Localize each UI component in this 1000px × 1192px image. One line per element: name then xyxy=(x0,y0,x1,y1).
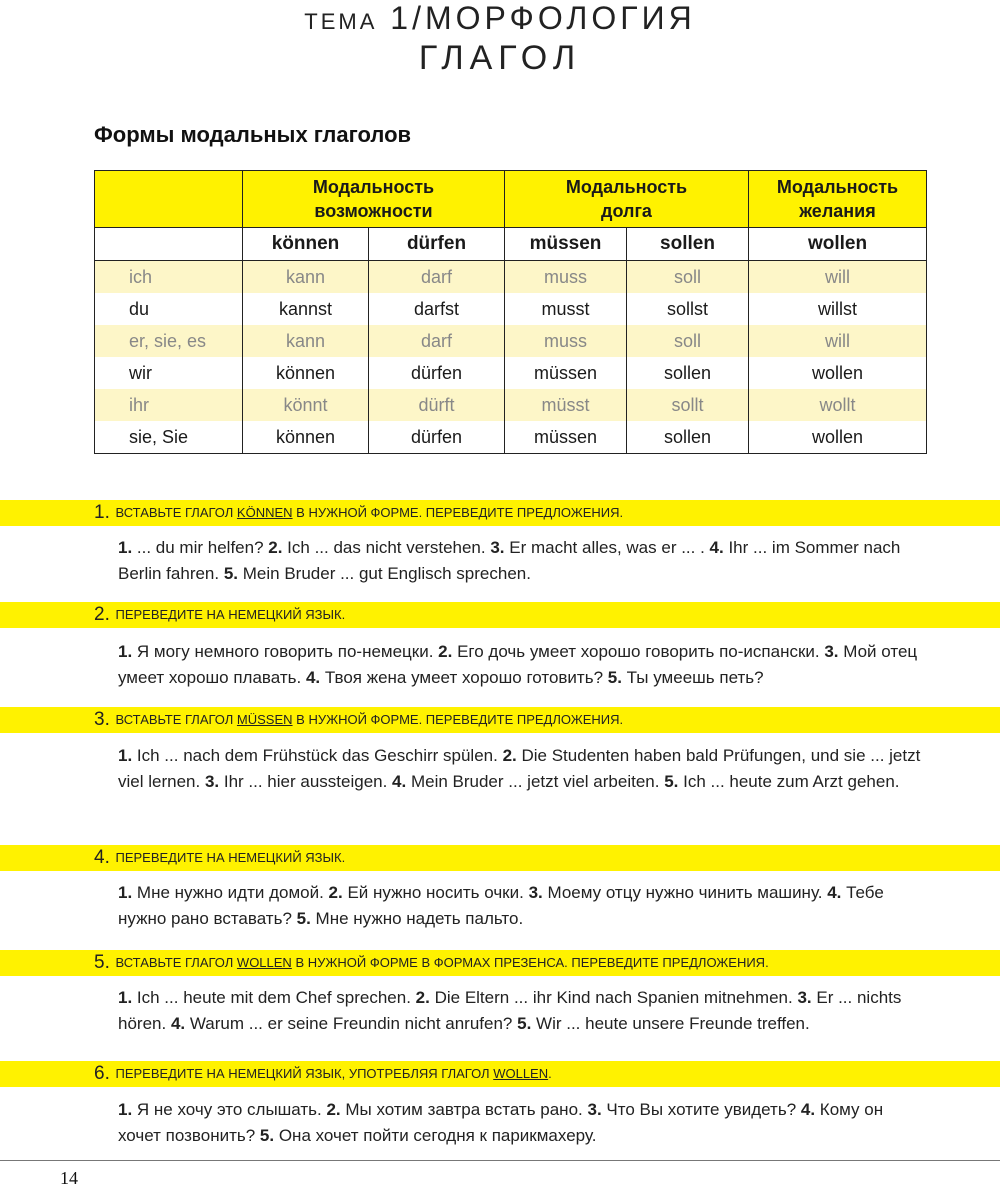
item-text: Die Studenten haben bald Prüfungen, und sie ... jetzt viel lernen. xyxy=(118,746,921,791)
item-number: 2. xyxy=(326,1100,341,1119)
exercise-6-text xyxy=(118,1097,928,1149)
item-number: 5. xyxy=(259,1126,275,1145)
item-number: 2. xyxy=(502,746,517,765)
table-row xyxy=(95,357,927,389)
section-heading: Формы модальных глаголов xyxy=(94,122,412,147)
form-cell: darf xyxy=(369,325,505,357)
item-number: 1. xyxy=(118,642,133,661)
exercise-number: 1. xyxy=(94,502,110,523)
item-text: Ich ... heute mit dem Chef sprechen. xyxy=(132,988,416,1007)
item-text: Ей нужно носить очки. xyxy=(342,883,529,902)
group-header-desire: Модальность желания xyxy=(749,171,927,228)
form-cell: willst xyxy=(749,293,927,325)
instruction-text: ПЕРЕВЕДИТЕ НА НЕМЕЦКИЙ ЯЗЫК. xyxy=(115,607,346,622)
item-number: 2. xyxy=(415,988,430,1007)
item-text: Ihr ... im Sommer nach Berlin fahren. xyxy=(118,538,901,583)
chapter-label: ТЕМА xyxy=(304,9,378,34)
exercise-3-text xyxy=(118,743,928,795)
item-number: 1. xyxy=(118,988,133,1007)
chapter-number-title: 1/МОРФОЛОГИЯ xyxy=(390,0,696,36)
pronoun-cell: er, sie, es xyxy=(95,325,243,357)
exercise-1-text xyxy=(118,535,928,587)
instruction-text: ПЕРЕВЕДИТЕ НА НЕМЕЦКИЙ ЯЗЫК. xyxy=(115,850,346,865)
item-number: 1. xyxy=(118,746,133,765)
instruction-verb: MÜSSEN xyxy=(236,712,293,727)
item-text: Мой отец умеет хорошо плавать. xyxy=(118,642,918,687)
item-text: Я не хочу это слышать. xyxy=(132,1100,327,1119)
form-cell: soll xyxy=(627,325,749,357)
item-text: Die Eltern ... ihr Kind nach Spanien mitnehmen. xyxy=(429,988,798,1007)
form-cell: dürfen xyxy=(369,357,505,389)
item-text: Wir ... heute unsere Freunde treffen. xyxy=(531,1014,810,1033)
form-cell: sollen xyxy=(627,421,749,454)
item-number: 2. xyxy=(268,538,283,557)
form-cell: sollt xyxy=(627,389,749,421)
pronoun-cell: wir xyxy=(95,357,243,389)
instruction-verb: KÖNNEN xyxy=(236,505,293,520)
table-header-row xyxy=(95,171,927,228)
item-text: Она хочет пойти сегодня к парикмахеру. xyxy=(274,1126,597,1145)
item-text: Mein Bruder ... gut Englisch sprechen. xyxy=(238,564,531,583)
item-number: 4. xyxy=(170,1014,186,1033)
form-cell: können xyxy=(243,357,369,389)
verb-header: müssen xyxy=(505,228,627,261)
form-cell: kann xyxy=(243,261,369,294)
form-cell: darfst xyxy=(369,293,505,325)
instruction-text: ВСТАВЬТЕ ГЛАГОЛ xyxy=(115,505,237,520)
form-cell: können xyxy=(243,421,369,454)
item-number: 2. xyxy=(328,883,343,902)
item-text: Ich ... nach dem Frühstück das Geschirr spülen. xyxy=(132,746,503,765)
item-text: Mein Bruder ... jetzt viel arbeiten. xyxy=(406,772,665,791)
item-text: Кому он хочет позвонить? xyxy=(118,1100,884,1145)
instruction-text: . xyxy=(548,1066,552,1081)
exercise-number: 2. xyxy=(94,604,110,625)
group-header-obligation: Модальность долга xyxy=(505,171,749,228)
footer-divider xyxy=(0,1160,1000,1161)
item-text: Мне нужно надеть пальто. xyxy=(310,909,524,928)
item-text: Мы хотим завтра встать рано. xyxy=(340,1100,588,1119)
item-text: Ich ... das nicht verstehen. xyxy=(282,538,491,557)
item-text: Ich ... heute zum Arzt gehen. xyxy=(678,772,900,791)
verb-header-row xyxy=(95,228,927,261)
pronoun-cell: du xyxy=(95,293,243,325)
exercise-5-instruction xyxy=(0,950,1000,976)
exercise-6-instruction xyxy=(0,1061,1000,1087)
form-cell: dürft xyxy=(369,389,505,421)
item-number: 4. xyxy=(392,772,407,791)
form-cell: müssen xyxy=(505,421,627,454)
group-header-possibility: Модальность возможности xyxy=(243,171,505,228)
form-cell: soll xyxy=(627,261,749,294)
item-number: 3. xyxy=(824,642,839,661)
pronoun-cell: sie, Sie xyxy=(95,421,243,454)
verb-header: wollen xyxy=(749,228,927,261)
form-cell: kannst xyxy=(243,293,369,325)
item-text: Что Вы хотите увидеть? xyxy=(601,1100,801,1119)
instruction-text: ВСТАВЬТЕ ГЛАГОЛ xyxy=(115,712,237,727)
verb-header: sollen xyxy=(627,228,749,261)
item-text: Тебе нужно рано вставать? xyxy=(118,883,884,928)
verb-header: können xyxy=(243,228,369,261)
item-number: 3. xyxy=(797,988,812,1007)
form-cell: müssen xyxy=(505,357,627,389)
exercise-1-instruction xyxy=(0,500,1000,526)
form-cell: müsst xyxy=(505,389,627,421)
exercise-number: 3. xyxy=(94,709,110,730)
form-cell: wollen xyxy=(749,357,927,389)
item-text: Ihr ... hier aussteigen. xyxy=(219,772,393,791)
instruction-text: В НУЖНОЙ ФОРМЕ В ФОРМАХ ПРЕЗЕНСА. ПЕРЕВЕДИТЕ ПРЕДЛОЖЕНИЯ. xyxy=(291,955,769,970)
form-cell: muss xyxy=(505,261,627,294)
item-number: 3. xyxy=(490,538,505,557)
chapter-title xyxy=(0,0,1000,40)
chapter-subtitle: ГЛАГОЛ xyxy=(418,39,582,77)
instruction-verb: WOLLEN xyxy=(493,1066,549,1081)
form-cell: könnt xyxy=(243,389,369,421)
modal-verbs-table xyxy=(94,170,927,454)
exercise-2-text xyxy=(118,639,928,691)
item-text: Моему отцу нужно чинить машину. xyxy=(542,883,828,902)
form-cell: muss xyxy=(505,325,627,357)
verb-header-empty xyxy=(95,228,243,261)
form-cell: kann xyxy=(243,325,369,357)
form-cell: wollt xyxy=(749,389,927,421)
exercise-number: 4. xyxy=(94,847,110,868)
item-number: 3. xyxy=(587,1100,602,1119)
form-cell: dürfen xyxy=(369,421,505,454)
instruction-text: В НУЖНОЙ ФОРМЕ. ПЕРЕВЕДИТЕ ПРЕДЛОЖЕНИЯ. xyxy=(292,712,624,727)
page-number: 14 xyxy=(60,1168,78,1188)
item-text: Мне нужно идти домой. xyxy=(132,883,329,902)
instruction-verb: WOLLEN xyxy=(236,955,292,970)
instruction-text: ВСТАВЬТЕ ГЛАГОЛ xyxy=(115,955,237,970)
form-cell: darf xyxy=(369,261,505,294)
pronoun-cell: ich xyxy=(95,261,243,294)
table-row xyxy=(95,293,927,325)
item-number: 3. xyxy=(204,772,220,791)
item-text: Warum ... er seine Freundin nicht anrufen? xyxy=(185,1014,518,1033)
exercise-number: 6. xyxy=(94,1063,110,1084)
form-cell: musst xyxy=(505,293,627,325)
item-text: Er macht alles, was er ... . xyxy=(504,538,710,557)
item-text: Er ... nichts hören. xyxy=(118,988,902,1033)
exercise-4-instruction xyxy=(0,845,1000,871)
exercise-3-instruction xyxy=(0,707,1000,733)
item-text: Ты умеешь петь? xyxy=(621,668,764,687)
table-corner-cell xyxy=(95,171,243,228)
item-number: 5. xyxy=(223,564,239,583)
item-number: 3. xyxy=(528,883,543,902)
item-number: 5. xyxy=(664,772,679,791)
exercise-4-text xyxy=(118,880,928,932)
item-number: 1. xyxy=(118,538,133,557)
instruction-text: В НУЖНОЙ ФОРМЕ. ПЕРЕВЕДИТЕ ПРЕДЛОЖЕНИЯ. xyxy=(292,505,624,520)
table-row xyxy=(95,421,927,454)
item-number: 5. xyxy=(296,909,311,928)
exercise-2-instruction xyxy=(0,602,1000,628)
table-row xyxy=(95,389,927,421)
form-cell: will xyxy=(749,261,927,294)
item-number: 1. xyxy=(118,883,133,902)
item-number: 4. xyxy=(305,668,321,687)
item-number: 1. xyxy=(118,1100,133,1119)
item-number: 4. xyxy=(709,538,724,557)
verb-header: dürfen xyxy=(369,228,505,261)
exercise-5-text xyxy=(118,985,928,1037)
exercise-number: 5. xyxy=(94,952,110,973)
table-row xyxy=(95,261,927,294)
instruction-text: ПЕРЕВЕДИТЕ НА НЕМЕЦКИЙ ЯЗЫК, УПОТРЕБЛЯЯ ГЛАГОЛ xyxy=(115,1066,494,1081)
form-cell: will xyxy=(749,325,927,357)
item-text: ... du mir helfen? xyxy=(132,538,269,557)
item-number: 5. xyxy=(607,668,622,687)
item-text: Я могу немного говорить по-немецки. xyxy=(132,642,439,661)
item-number: 4. xyxy=(800,1100,816,1119)
item-number: 4. xyxy=(827,883,842,902)
form-cell: sollst xyxy=(627,293,749,325)
form-cell: sollen xyxy=(627,357,749,389)
form-cell: wollen xyxy=(749,421,927,454)
item-text: Его дочь умеет хорошо говорить по-испански. xyxy=(452,642,825,661)
item-number: 5. xyxy=(517,1014,532,1033)
item-number: 2. xyxy=(438,642,453,661)
pronoun-cell: ihr xyxy=(95,389,243,421)
table-row xyxy=(95,325,927,357)
item-text: Твоя жена умеет хорошо готовить? xyxy=(320,668,608,687)
